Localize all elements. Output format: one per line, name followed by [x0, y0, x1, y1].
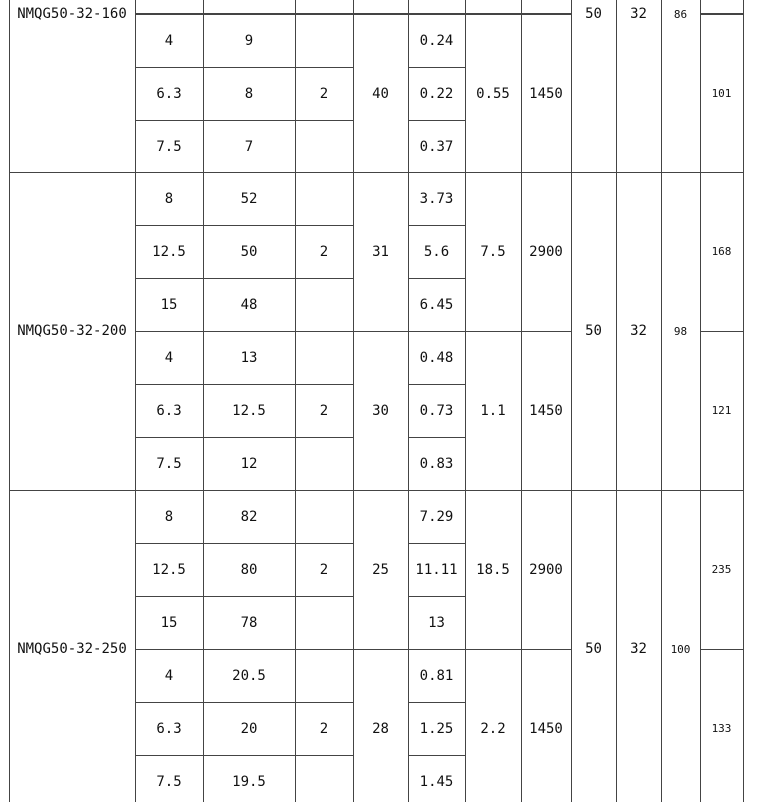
- flow-value: 12.5: [152, 561, 186, 578]
- shaft-power: 3.73: [419, 190, 454, 207]
- npsh-value: [295, 278, 353, 331]
- shaft-power: 5.6: [423, 243, 450, 260]
- lift-value: 8: [244, 85, 254, 102]
- shaft-power: 1.45: [419, 773, 454, 790]
- shaft-power: 7.29: [419, 508, 454, 525]
- head-value: 31: [372, 243, 389, 260]
- motor-power: 2.2: [480, 720, 506, 737]
- table-vertical-border: [743, 0, 744, 802]
- motor-power: 18.5: [476, 561, 510, 578]
- flow-value: 12.5: [152, 243, 186, 260]
- motor-power: 7.5: [480, 243, 506, 260]
- lift-value: 80: [240, 561, 258, 578]
- flow-value: 8: [164, 508, 174, 525]
- shaft-power: 0.48: [419, 349, 454, 366]
- outlet-diameter: 32: [630, 323, 647, 339]
- npsh-value: 2: [319, 720, 329, 737]
- inlet-diameter: 50: [585, 641, 602, 657]
- lift-value: 82: [240, 508, 258, 525]
- npsh-value: [295, 490, 353, 543]
- flow-value: 4: [164, 32, 174, 49]
- lift-value: 7: [244, 138, 254, 155]
- speed-value: 1450: [529, 85, 563, 102]
- npsh-value: 2: [319, 243, 329, 260]
- lift-value: 12.5: [232, 402, 266, 419]
- shaft-power: 0.73: [419, 402, 454, 419]
- flow-value: 6.3: [156, 402, 182, 419]
- lift-value: 19.5: [232, 773, 266, 790]
- shaft-power: 1.25: [419, 720, 454, 737]
- price-value: 121: [711, 404, 732, 417]
- motor-power: [465, 0, 521, 14]
- flow-value: 6.3: [156, 85, 182, 102]
- model-name: NMQG50-32-250: [17, 641, 127, 657]
- speed-value: 2900: [529, 243, 563, 260]
- outlet-diameter: 32: [630, 641, 647, 657]
- head-value: 25: [372, 561, 389, 578]
- weight-value: 86: [673, 7, 688, 21]
- speed-value: 1450: [529, 720, 563, 737]
- flow-value: 4: [164, 667, 174, 684]
- price-value: 235: [711, 563, 732, 576]
- flow-value: 8: [164, 190, 174, 207]
- row-border: [700, 13, 743, 14]
- flow-value: 6.3: [156, 720, 182, 737]
- lift-value: 50: [240, 243, 258, 260]
- outlet-diameter: 32: [630, 6, 647, 22]
- lift-value: 20.5: [232, 667, 266, 684]
- lift-value: 9: [244, 32, 254, 49]
- head-value: 28: [372, 720, 389, 737]
- motor-power: 0.55: [476, 85, 510, 102]
- flow-value: 7.5: [156, 773, 182, 790]
- npsh-value: [295, 437, 353, 490]
- model-name: NMQG50-32-160: [17, 6, 127, 22]
- npsh-value: [295, 172, 353, 225]
- speed-value: 1450: [529, 402, 563, 419]
- price-value: 168: [711, 245, 732, 258]
- shaft-power: 11.11: [415, 561, 458, 578]
- npsh-value: [295, 649, 353, 702]
- npsh-value: [295, 596, 353, 649]
- model-name: NMQG50-32-200: [17, 323, 127, 339]
- row-border: [135, 13, 571, 14]
- head-value: 30: [372, 402, 389, 419]
- flow-value: 7.5: [156, 138, 182, 155]
- npsh-value: [295, 120, 353, 173]
- npsh-value: 2: [319, 402, 329, 419]
- shaft-power: 0.81: [419, 667, 454, 684]
- npsh-value: [295, 755, 353, 808]
- shaft-power: 0.83: [419, 455, 454, 472]
- head-value: [353, 0, 408, 14]
- price-value: 133: [711, 722, 732, 735]
- motor-power: 1.1: [480, 402, 506, 419]
- lift-value: 13: [240, 349, 258, 366]
- inlet-diameter: 50: [585, 6, 602, 22]
- shaft-power: 0.22: [419, 85, 454, 102]
- weight-value: 98: [673, 324, 688, 338]
- shaft-power: 0.37: [419, 138, 454, 155]
- speed-value: [521, 0, 571, 14]
- flow-value: 15: [160, 614, 178, 631]
- weight-value: 100: [670, 642, 691, 656]
- price-value: [700, 0, 743, 14]
- shaft-power: 13: [428, 614, 445, 631]
- shaft-power: 6.45: [419, 296, 454, 313]
- lift-value: 48: [240, 296, 258, 313]
- price-value: 101: [711, 87, 732, 100]
- lift-value: 52: [240, 190, 258, 207]
- flow-value: 7.5: [156, 455, 182, 472]
- head-value: 40: [372, 85, 389, 102]
- flow-value: 4: [164, 349, 174, 366]
- npsh-value: [295, 331, 353, 384]
- shaft-power: 0.24: [419, 32, 454, 49]
- speed-value: 2900: [529, 561, 563, 578]
- lift-value: 12: [240, 455, 258, 472]
- npsh-value: 2: [319, 85, 329, 102]
- npsh-value: [295, 14, 353, 67]
- inlet-diameter: 50: [585, 323, 602, 339]
- npsh-value: 2: [319, 561, 329, 578]
- lift-value: 78: [240, 614, 258, 631]
- lift-value: 20: [240, 720, 258, 737]
- flow-value: 15: [160, 296, 178, 313]
